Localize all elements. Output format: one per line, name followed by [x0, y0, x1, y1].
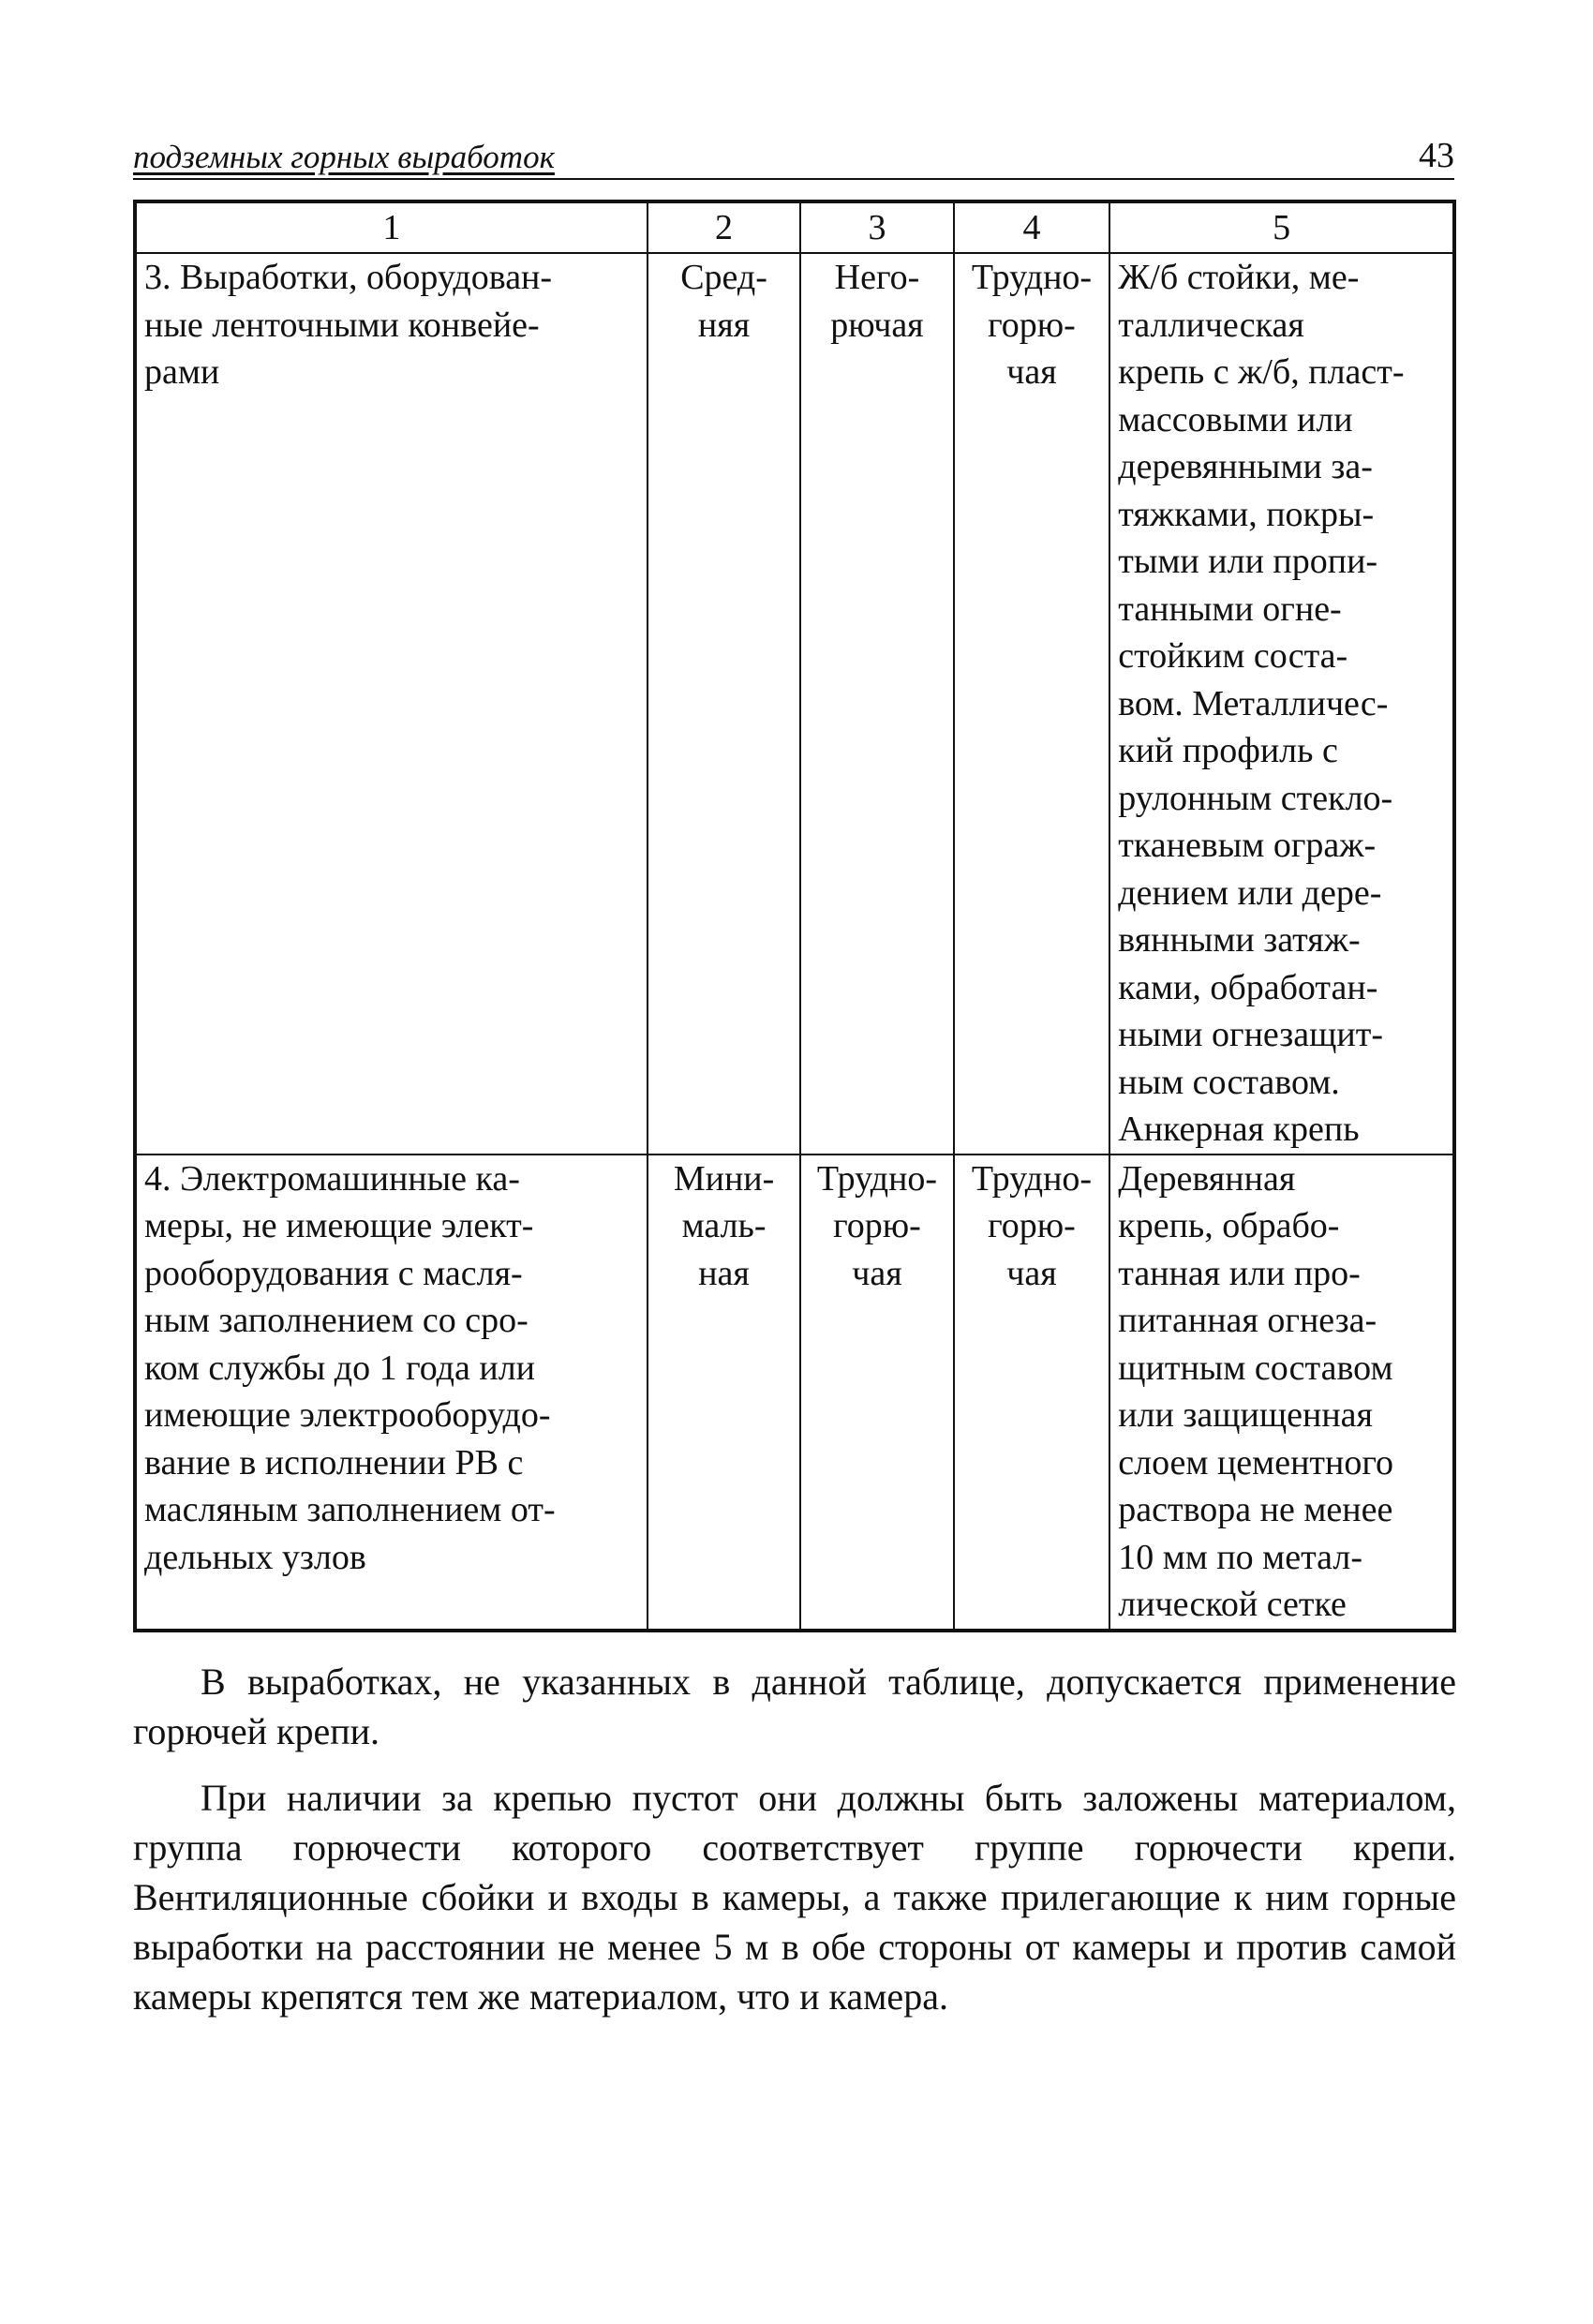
cell-line: Трудно- [971, 1158, 1093, 1199]
cell-line: вянными затяж- [1118, 920, 1361, 960]
cell-line: ным заполнением со сро- [144, 1301, 529, 1340]
cell-line: Мини- [673, 1158, 775, 1199]
column-3-cell [800, 253, 953, 1155]
cell-line: Него- [834, 258, 920, 297]
column-2-cell [648, 253, 800, 1155]
cell-line: масляным заполнением от- [144, 1490, 556, 1529]
excavation-type-cell [135, 253, 648, 1155]
column-number: 5 [1109, 201, 1454, 253]
column-4-cell [954, 1155, 1110, 1631]
cell-line: чая [1006, 352, 1057, 392]
cell-line: 10 мм по метал- [1118, 1537, 1362, 1577]
cell-line: няя [697, 305, 751, 345]
support-type-cell [1109, 253, 1454, 1155]
cell-line: вом. Металличес- [1118, 683, 1389, 723]
cell-line: рулонным стекло- [1118, 778, 1393, 818]
cell-line: горю- [988, 305, 1076, 345]
cell-line: ная [698, 1253, 750, 1293]
cell-line: стойким соста- [1118, 636, 1348, 676]
column-3-cell [800, 1155, 953, 1631]
table-row [135, 1155, 1454, 1631]
column-number: 1 [135, 201, 648, 253]
cell-line: ным составом. [1118, 1062, 1340, 1102]
cell-line: чая [1006, 1253, 1057, 1293]
cell-line: рооборудования с масля- [144, 1253, 523, 1293]
cell-line: Анкерная крепь [1118, 1110, 1360, 1149]
cell-line: слоем цементного [1118, 1442, 1393, 1482]
cell-line: горю- [988, 1206, 1076, 1245]
cell-line: лической сетке [1118, 1585, 1347, 1624]
body-text [133, 1657, 1456, 2038]
cell-line: танными огне- [1118, 588, 1342, 629]
cell-line: крепь, обрабо- [1118, 1206, 1340, 1245]
cell-line: 4. Электромашинные ка- [144, 1158, 520, 1199]
cell-line: или защищенная [1118, 1395, 1374, 1435]
cell-line: меры, не имеющие элект- [144, 1206, 534, 1245]
cell-line: вание в исполнении РВ с [144, 1442, 524, 1482]
cell-line: таллическая [1118, 305, 1304, 345]
paragraph: При наличии за крепью пустот они должны быть заложены материалом, группа горючести которого соответствует группе горючести крепи. Вентиляционные сбойки и входы в камеры, а также прилегающие к ним горные выработки на расстоянии не менее 5 м в обе стороны от камеры и против самой камеры крепятся тем же материалом, что и камера. [133, 1777, 1456, 2018]
cell-line: раствора не менее [1118, 1490, 1393, 1529]
cell-line: крепь с ж/б, пласт- [1118, 352, 1405, 392]
cell-line: питанная огнеза- [1118, 1301, 1377, 1340]
cell-line: Трудно- [971, 258, 1093, 297]
cell-line: чая [852, 1253, 902, 1293]
cell-line: массовыми или [1118, 399, 1353, 439]
column-number: 4 [954, 201, 1110, 253]
column-number-row [135, 201, 1454, 253]
cell-line: ком службы до 1 года или [144, 1348, 536, 1388]
column-number: 3 [800, 201, 953, 253]
cell-line: Трудно- [816, 1158, 938, 1199]
cell-line: рючая [830, 305, 924, 345]
cell-line: дением или дере- [1118, 872, 1382, 913]
column-2-cell [648, 1155, 800, 1631]
table-row [135, 253, 1454, 1155]
cell-line: кий профиль с [1118, 731, 1338, 770]
cell-line: ными огнезащит- [1118, 1015, 1383, 1054]
column-number: 2 [648, 201, 800, 253]
cell-line: маль- [681, 1206, 767, 1245]
page-number: 43 [1419, 136, 1454, 175]
cell-line: деревянными за- [1118, 447, 1373, 486]
cell-line: горю- [833, 1206, 921, 1245]
cell-line: ками, обработан- [1118, 967, 1378, 1007]
cell-line: дельных узлов [144, 1537, 366, 1577]
cell-line: Деревянная [1118, 1158, 1296, 1199]
cell-line: тканевым ограж- [1118, 826, 1377, 865]
cell-line: Сред- [680, 258, 767, 297]
cell-line: 3. Выработки, оборудован- [144, 258, 553, 297]
column-4-cell [954, 253, 1110, 1155]
running-title: подземных горных выработок [133, 139, 555, 175]
requirements-table [133, 200, 1456, 1632]
cell-line: Ж/б стойки, ме- [1118, 258, 1360, 297]
cell-line: танная или про- [1118, 1253, 1361, 1293]
running-header [133, 129, 1454, 180]
cell-line: ные ленточными конвейе- [144, 305, 540, 345]
paragraph: В выработках, не указанных в данной таблице, допускается применение горючей крепи. [133, 1661, 1456, 1752]
cell-line: тыми или пропи- [1118, 542, 1378, 581]
support-type-cell [1109, 1155, 1454, 1631]
cell-line: рами [144, 352, 220, 392]
cell-line: имеющие электрооборудо- [144, 1395, 551, 1435]
excavation-type-cell [135, 1155, 648, 1631]
cell-line: тяжками, покры- [1118, 494, 1375, 534]
cell-line: щитным составом [1118, 1348, 1393, 1388]
